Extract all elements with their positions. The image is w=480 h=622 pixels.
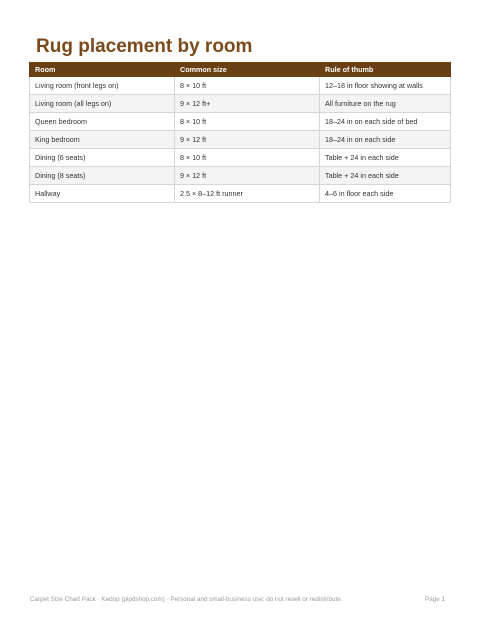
table-row — [30, 131, 451, 149]
column-header-room: Room — [30, 63, 175, 77]
footer-note: Carpet Size Chart Pack · Kedop (pipdshop.com) · Personal and small-business use; do not resell or redistribute. — [30, 596, 343, 603]
table-row — [30, 77, 451, 95]
table-header-row — [30, 63, 451, 77]
size-cell: 9 × 12 ft — [175, 131, 320, 149]
rule-cell: Table + 24 in each side — [320, 167, 451, 185]
table-row — [30, 185, 451, 203]
size-cell: 8 × 10 ft — [175, 77, 320, 95]
rule-cell: 18–24 in on each side of bed — [320, 113, 451, 131]
page-title: Rug placement by room — [36, 36, 253, 57]
rule-cell: All furniture on the rug — [320, 95, 451, 113]
room-cell: Living room (all legs on) — [30, 95, 175, 113]
room-cell: Dining (6 seats) — [30, 149, 175, 167]
table-row — [30, 149, 451, 167]
table-row — [30, 95, 451, 113]
size-cell: 8 × 10 ft — [175, 149, 320, 167]
size-cell: 9 × 12 ft — [175, 167, 320, 185]
room-cell: Dining (8 seats) — [30, 167, 175, 185]
room-cell: Queen bedroom — [30, 113, 175, 131]
room-cell: Living room (front legs on) — [30, 77, 175, 95]
page-number: Page 1 — [425, 596, 445, 603]
size-cell: 9 × 12 ft+ — [175, 95, 320, 113]
rule-cell: 12–18 in floor showing at walls — [320, 77, 451, 95]
size-cell: 2.5 × 8–12 ft runner — [175, 185, 320, 203]
table-row — [30, 167, 451, 185]
rule-cell: 4–6 in floor each side — [320, 185, 451, 203]
rug-placement-table — [29, 62, 451, 203]
table-row — [30, 113, 451, 131]
room-cell: Hallway — [30, 185, 175, 203]
rule-cell: Table + 24 in each side — [320, 149, 451, 167]
column-header-common-size: Common size — [175, 63, 320, 77]
size-cell: 8 × 10 ft — [175, 113, 320, 131]
column-header-rule-of-thumb: Rule of thumb — [320, 63, 451, 77]
rule-cell: 18–24 in on each side — [320, 131, 451, 149]
room-cell: King bedroom — [30, 131, 175, 149]
